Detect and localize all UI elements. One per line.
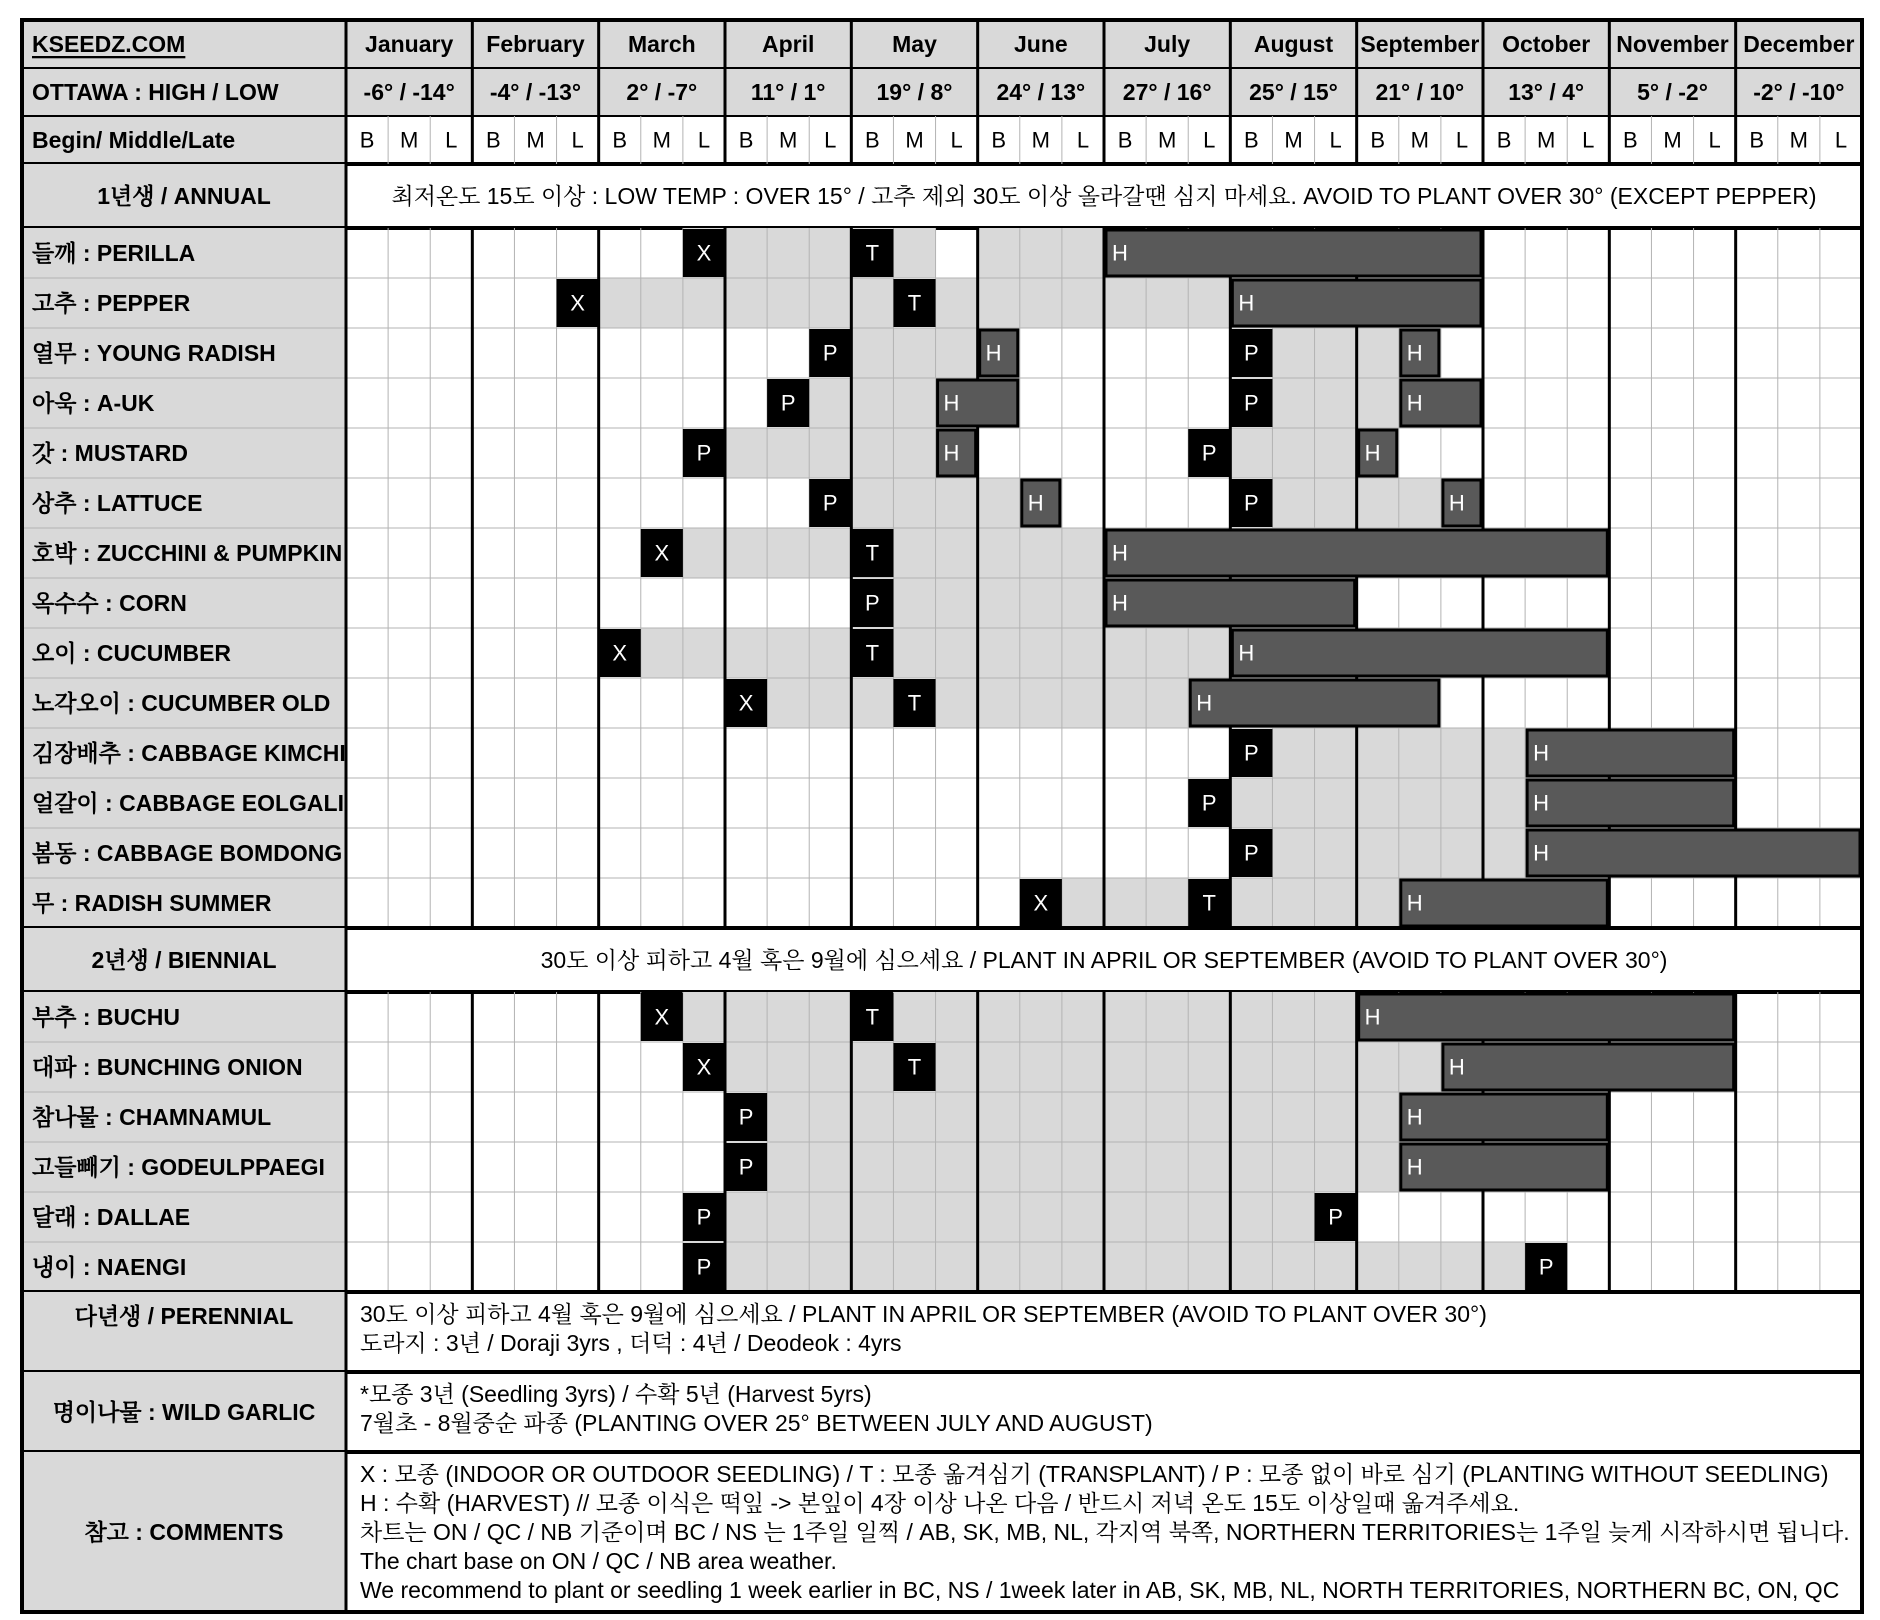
period-letter: L	[445, 127, 458, 153]
footer-title: 명이나물 : WILD GARLIC	[52, 1399, 316, 1425]
crop-label: 갓 : MUSTARD	[32, 440, 188, 466]
mark-t: T	[907, 690, 922, 716]
harvest-period	[1443, 1044, 1734, 1090]
mark-p: P	[1244, 490, 1259, 516]
mark-t: T	[1202, 890, 1217, 916]
crop-label: 무 : RADISH SUMMER	[32, 890, 272, 916]
mark-p: P	[738, 1104, 754, 1130]
crop-label: 고추 : PEPPER	[32, 290, 191, 316]
mark-p: P	[696, 1254, 712, 1280]
month-temp: 25° / 15°	[1249, 79, 1338, 105]
period-letter: B	[738, 127, 754, 153]
period-letter: L	[697, 127, 711, 153]
mark-h: H	[1448, 1054, 1465, 1080]
mark-h: H	[1533, 740, 1550, 766]
mark-x: X	[1033, 890, 1049, 916]
period-letter: B	[359, 127, 375, 153]
period-letter: B	[1623, 127, 1638, 153]
harvest-period	[1232, 630, 1607, 676]
month-temp: 24° / 13°	[996, 79, 1086, 105]
month-header: October	[1502, 31, 1591, 57]
period-letter: L	[1329, 127, 1342, 153]
crop-label: 달래 : DALLAE	[32, 1204, 191, 1230]
crop-label: 들깨 : PERILLA	[32, 240, 196, 266]
month-header: March	[627, 31, 696, 57]
month-header: January	[365, 31, 454, 57]
mark-h: H	[1406, 390, 1423, 416]
mark-t: T	[865, 640, 880, 666]
footer-line: H : 수확 (HARVEST) // 모종 이식은 떡잎 -> 본잎이 4장 이상 나온 다음 / 반드시 저녁 온도 15도 이상일때 옮겨주세요.	[360, 1490, 1520, 1516]
mark-h: H	[1112, 590, 1128, 616]
growing-period	[978, 228, 1104, 278]
growing-period	[1272, 378, 1398, 428]
mark-h: H	[1364, 440, 1381, 466]
footer-line: 7월초 - 8월중순 파종 (PLANTING OVER 25° BETWEEN JULY AND AUGUST)	[360, 1410, 1153, 1436]
harvest-period	[1401, 880, 1608, 926]
mark-h: H	[1196, 690, 1213, 716]
month-temp: 13° / 4°	[1508, 79, 1585, 105]
period-letter: M	[905, 127, 924, 153]
section-title: 1년생 / ANNUAL	[97, 183, 271, 209]
mark-x: X	[738, 690, 754, 716]
mark-p: P	[1201, 440, 1217, 466]
mark-h: H	[1112, 540, 1128, 566]
harvest-period	[1106, 230, 1481, 276]
crop-label: 상추 : LATTUCE	[32, 490, 203, 516]
mark-h: H	[1406, 340, 1423, 366]
month-header: April	[761, 31, 815, 57]
month-header: August	[1253, 31, 1334, 57]
period-letter: L	[824, 127, 837, 153]
mark-h: H	[1364, 1004, 1381, 1030]
month-header: July	[1144, 31, 1191, 57]
month-header: November	[1616, 31, 1729, 57]
period-label: Begin/ Middle/Late	[32, 127, 236, 153]
mark-t: T	[907, 1054, 922, 1080]
period-letter: L	[1834, 127, 1848, 153]
harvest-period	[1359, 994, 1734, 1040]
temps-label: OTTAWA : HIGH / LOW	[32, 79, 279, 105]
crop-label: 호박 : ZUCCHINI & PUMPKIN	[32, 540, 343, 566]
mark-p: P	[822, 340, 838, 366]
harvest-period	[1232, 280, 1481, 326]
crop-label: 대파 : BUNCHING ONION	[32, 1054, 303, 1080]
footer-line: X : 모종 (INDOOR OR OUTDOOR SEEDLING) / T : 모종 옮겨심기 (TRANSPLANT) / P : 모종 없이 바로 심기 (PLANTING WITHOUT SEEDLING)	[360, 1461, 1829, 1487]
mark-p: P	[1538, 1254, 1554, 1280]
growing-period	[893, 992, 1356, 1042]
period-letter: M	[779, 127, 798, 153]
section-title: 2년생 / BIENNIAL	[91, 947, 277, 973]
section-note: 최저온도 15도 이상 : LOW TEMP : OVER 15° / 고추 제외 30도 이상 올라갈땐 심지 마세요. AVOID TO PLANT OVER 30° (EXCEPT PEPPER)	[391, 183, 1817, 209]
crop-label: 아욱 : A-UK	[32, 390, 155, 416]
mark-h: H	[985, 340, 1002, 366]
growing-period	[936, 278, 1231, 328]
month-temp: 5° / -2°	[1637, 79, 1708, 105]
month-header: February	[486, 31, 585, 57]
crop-label: 참나물 : CHAMNAMUL	[32, 1104, 272, 1130]
crop-label: 오이 : CUCUMBER	[32, 640, 232, 666]
mark-h: H	[1533, 790, 1550, 816]
mark-h: H	[1112, 240, 1128, 266]
harvest-period	[1527, 730, 1734, 776]
site-link[interactable]: KSEEDZ.COM	[32, 31, 186, 57]
mark-p: P	[696, 440, 712, 466]
footer-line: *모종 3년 (Seedling 3yrs) / 수확 5년 (Harvest 5yrs)	[360, 1381, 872, 1407]
mark-p: P	[1328, 1204, 1343, 1230]
mark-h: H	[943, 390, 960, 416]
period-letter: M	[1663, 127, 1682, 153]
month-temp: -2° / -10°	[1753, 79, 1845, 105]
mark-t: T	[865, 1004, 880, 1030]
period-letter: B	[1117, 127, 1133, 153]
crop-label: 노각오이 : CUCUMBER OLD	[32, 690, 331, 716]
period-letter: M	[1789, 127, 1808, 153]
growing-period	[767, 1142, 1399, 1192]
footer-line: We recommend to plant or seedling 1 week earlier in BC, NS / 1week later in AB, SK, MB, NL, NORTH TERRITORIES, NORTHERN BC, ON, QC	[360, 1577, 1840, 1603]
period-letter: L	[1203, 127, 1216, 153]
crop-label: 김장배추 : CABBAGE KIMCHI	[32, 740, 346, 766]
footer-line: 30도 이상 피하고 4월 혹은 9월에 심으세요 / PLANT IN APRIL OR SEPTEMBER (AVOID TO PLANT OVER 30°)	[360, 1301, 1487, 1327]
month-temp: 19° / 8°	[876, 79, 953, 105]
mark-p: P	[780, 390, 796, 416]
month-temp: -4° / -13°	[489, 79, 582, 105]
period-letter: L	[950, 127, 963, 153]
period-letter: M	[1410, 127, 1429, 153]
period-letter: L	[1455, 127, 1469, 153]
footer-line: 차트는 ON / QC / NB 기준이며 BC / NS 는 1주일 일찍 / AB, SK, MB, NL, 각지역 북쪽, NORTHERN TERRITORIES는 1주일 늦게 시작하시면 됩니다.	[360, 1519, 1850, 1545]
period-letter: B	[1244, 127, 1259, 153]
mark-p: P	[1244, 390, 1259, 416]
mark-p: P	[738, 1154, 754, 1180]
mark-h: H	[1448, 490, 1465, 516]
crop-label: 얼갈이 : CABBAGE EOLGALI	[32, 790, 344, 816]
period-letter: B	[1496, 127, 1512, 153]
crop-label: 열무 : YOUNG RADISH	[32, 340, 276, 366]
footer-title: 참고 : COMMENTS	[84, 1519, 284, 1545]
mark-x: X	[696, 240, 712, 266]
mark-t: T	[865, 240, 880, 266]
period-letter: B	[486, 127, 501, 153]
mark-h: H	[1027, 490, 1044, 516]
period-letter: B	[1370, 127, 1386, 153]
growing-period	[725, 428, 936, 478]
mark-h: H	[1406, 1154, 1423, 1180]
growing-period	[1230, 428, 1356, 478]
month-temp: -6° / -14°	[363, 79, 455, 105]
mark-h: H	[1533, 840, 1550, 866]
month-temp: 21° / 10°	[1375, 79, 1465, 105]
period-letter: L	[571, 127, 584, 153]
growing-period	[767, 678, 893, 728]
period-letter: L	[1076, 127, 1090, 153]
harvest-period	[1527, 830, 1860, 876]
crop-label: 옥수수 : CORN	[32, 590, 187, 616]
crop-label: 부추 : BUCHU	[32, 1004, 180, 1030]
harvest-period	[1106, 580, 1355, 626]
growing-period	[851, 328, 977, 378]
month-temp: 11° / 1°	[750, 79, 826, 105]
mark-p: P	[1244, 840, 1259, 866]
crop-label: 고들빼기 : GODEULPPAEGI	[32, 1154, 325, 1180]
month-header: December	[1743, 31, 1855, 57]
month-temp: 2° / -7°	[626, 79, 698, 105]
period-letter: B	[1749, 127, 1765, 153]
mark-x: X	[570, 290, 585, 316]
harvest-period	[1401, 1094, 1608, 1140]
growing-period	[809, 378, 935, 428]
mark-h: H	[1238, 290, 1255, 316]
period-letter: M	[1031, 127, 1050, 153]
harvest-period	[1527, 780, 1734, 826]
footer-line: The chart base on ON / QC / NB area weather.	[360, 1548, 837, 1574]
growing-period	[767, 1092, 1399, 1142]
mark-p: P	[1244, 740, 1259, 766]
footer-line: 도라지 : 3년 / Doraji 3yrs , 더덕 : 4년 / Deodeok : 4yrs	[360, 1330, 902, 1356]
period-letter: M	[400, 127, 419, 153]
growing-period	[725, 1242, 1525, 1292]
month-header: September	[1360, 31, 1480, 57]
crop-label: 냉이 : NAENGI	[32, 1254, 187, 1280]
mark-p: P	[1244, 340, 1259, 366]
growing-period	[893, 578, 1104, 628]
period-letter: M	[526, 127, 545, 153]
mark-h: H	[1406, 1104, 1423, 1130]
period-letter: M	[652, 127, 671, 153]
mark-x: X	[696, 1054, 712, 1080]
mark-x: X	[654, 540, 670, 566]
mark-p: P	[865, 590, 880, 616]
footer-title: 다년생 / PERENNIAL	[74, 1303, 294, 1329]
harvest-period	[1106, 530, 1607, 576]
mark-h: H	[943, 440, 960, 466]
period-letter: B	[612, 127, 628, 153]
harvest-period	[1401, 1144, 1608, 1190]
mark-t: T	[907, 290, 922, 316]
month-header: May	[892, 31, 937, 57]
month-header: June	[1013, 31, 1068, 57]
mark-p: P	[822, 490, 838, 516]
period-letter: B	[865, 127, 880, 153]
section-note: 30도 이상 피하고 4월 혹은 9월에 심으세요 / PLANT IN APRIL OR SEPTEMBER (AVOID TO PLANT OVER 30°)	[540, 947, 1668, 973]
growing-period	[599, 278, 894, 328]
period-letter: L	[1582, 127, 1595, 153]
month-temp: 27° / 16°	[1122, 79, 1212, 105]
crop-label: 봄동 : CABBAGE BOMDONG	[32, 840, 343, 866]
period-letter: M	[1284, 127, 1303, 153]
mark-t: T	[865, 540, 880, 566]
mark-p: P	[1201, 790, 1217, 816]
mark-x: X	[654, 1004, 670, 1030]
mark-p: P	[696, 1204, 712, 1230]
mark-h: H	[1406, 890, 1423, 916]
harvest-period	[1190, 680, 1439, 726]
mark-x: X	[612, 640, 628, 666]
growing-period	[1062, 878, 1188, 928]
period-letter: B	[991, 127, 1007, 153]
mark-h: H	[1238, 640, 1255, 666]
growing-period	[1230, 778, 1525, 828]
period-letter: M	[1158, 127, 1177, 153]
period-letter: L	[1708, 127, 1721, 153]
growing-period	[641, 628, 852, 678]
period-letter: M	[1537, 127, 1556, 153]
